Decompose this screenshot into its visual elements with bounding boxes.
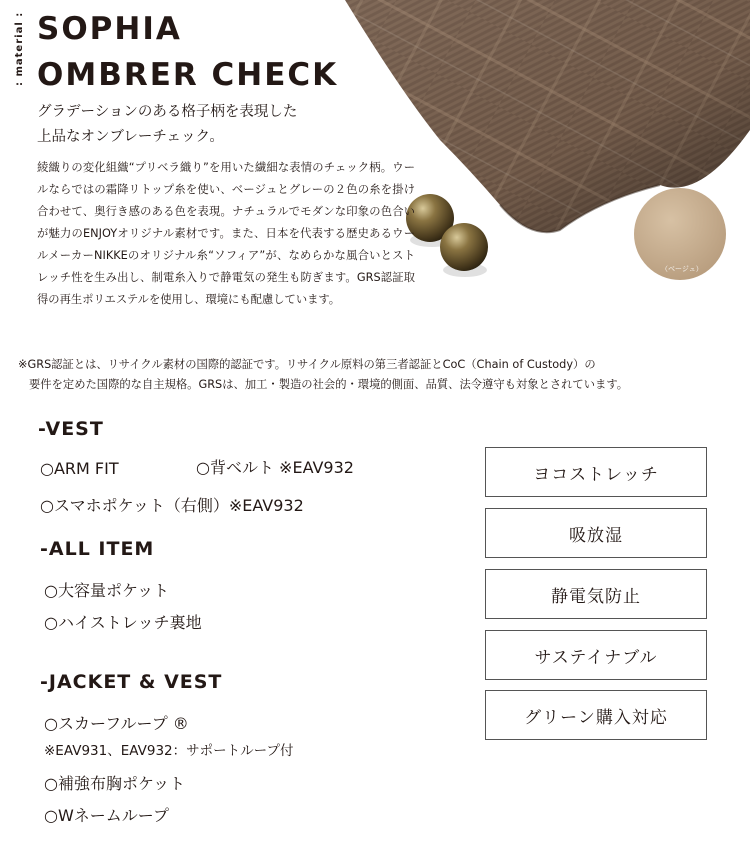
vest-back-belt: ○背ベルト ※EAV932 [196, 458, 354, 477]
all-item-pocket: ○大容量ポケット [44, 581, 170, 600]
feature-box-moisture: 吸放湿 [485, 508, 707, 558]
feature-box-green-purchase: グリーン購入対応 [485, 690, 707, 740]
subtitle-line-1: グラデーションのある格子柄を表現した [37, 104, 298, 120]
footnote [18, 355, 728, 395]
vest-phone-pocket: ○スマホポケット（右側）※EAV932 [40, 496, 304, 515]
vest-arm-fit: ○ARM FIT [40, 459, 119, 478]
page-title [37, 6, 338, 98]
feature-box-stretch: ヨコストレッチ [485, 447, 707, 497]
jacket-vest-scarf-loop: ○スカーフループ ® [44, 714, 189, 733]
title-line-1: SOPHIA [37, 11, 182, 47]
feature-box-antistatic: 静電気防止 [485, 569, 707, 619]
vest-heading: -VEST [38, 418, 104, 440]
subtitle [37, 100, 297, 150]
title-line-2: OMBRER CHECK [37, 57, 339, 93]
side-label: : material : [14, 11, 25, 86]
jacket-vest-scarf-note: ※EAV931、EAV932：サポートループ付 [44, 743, 294, 759]
footnote-line-2: 要件を定めた国際的な自主規格。GRSは、加工・製造の社会的・環境的側面、品質、法令遵守も対象とされています。 [29, 378, 629, 391]
jacket-vest-heading: -JACKET & VEST [40, 671, 223, 693]
jacket-vest-chest-pocket: ○補強布胸ポケット [44, 774, 186, 793]
all-item-heading: -ALL ITEM [40, 538, 155, 560]
color-swatch-label: （ベージュ） [661, 265, 703, 273]
description: 綾織りの変化組織“プリベラ織り”を用いた繊細な表情のチェック柄。ウールならではの霜降リトップ糸を使い、ベージュとグレーの２色の糸を掛け合わせて、奥行き感のある色を表現。ナチュラルでモダンな印象の色合いが魅力のENJOYオリジナル素材です。また、日本を代表する歴史あるウールメーカーNIKKEのオリジナル糸“ソフィア”が、なめらかな風合いとストレッチ性を生み出し、制電糸入りで静電気の発生も防ぎます。GRS認証取得の再生ポリエステルを使用し、環境にも配慮しています。 [37, 161, 415, 306]
button-samples [406, 194, 488, 277]
footnote-line-1: ※GRS認証とは、リサイクル素材の国際的認証です。リサイクル原料の第三者認証とCoC（Chain of Custody）の [18, 358, 596, 371]
jacket-vest-name-loop: ○Wネームループ [44, 806, 169, 825]
feature-box-sustainable: サステイナブル [485, 630, 707, 680]
subtitle-line-2: 上品なオンブレーチェック。 [37, 129, 224, 145]
all-item-lining: ○ハイストレッチ裏地 [44, 613, 202, 632]
